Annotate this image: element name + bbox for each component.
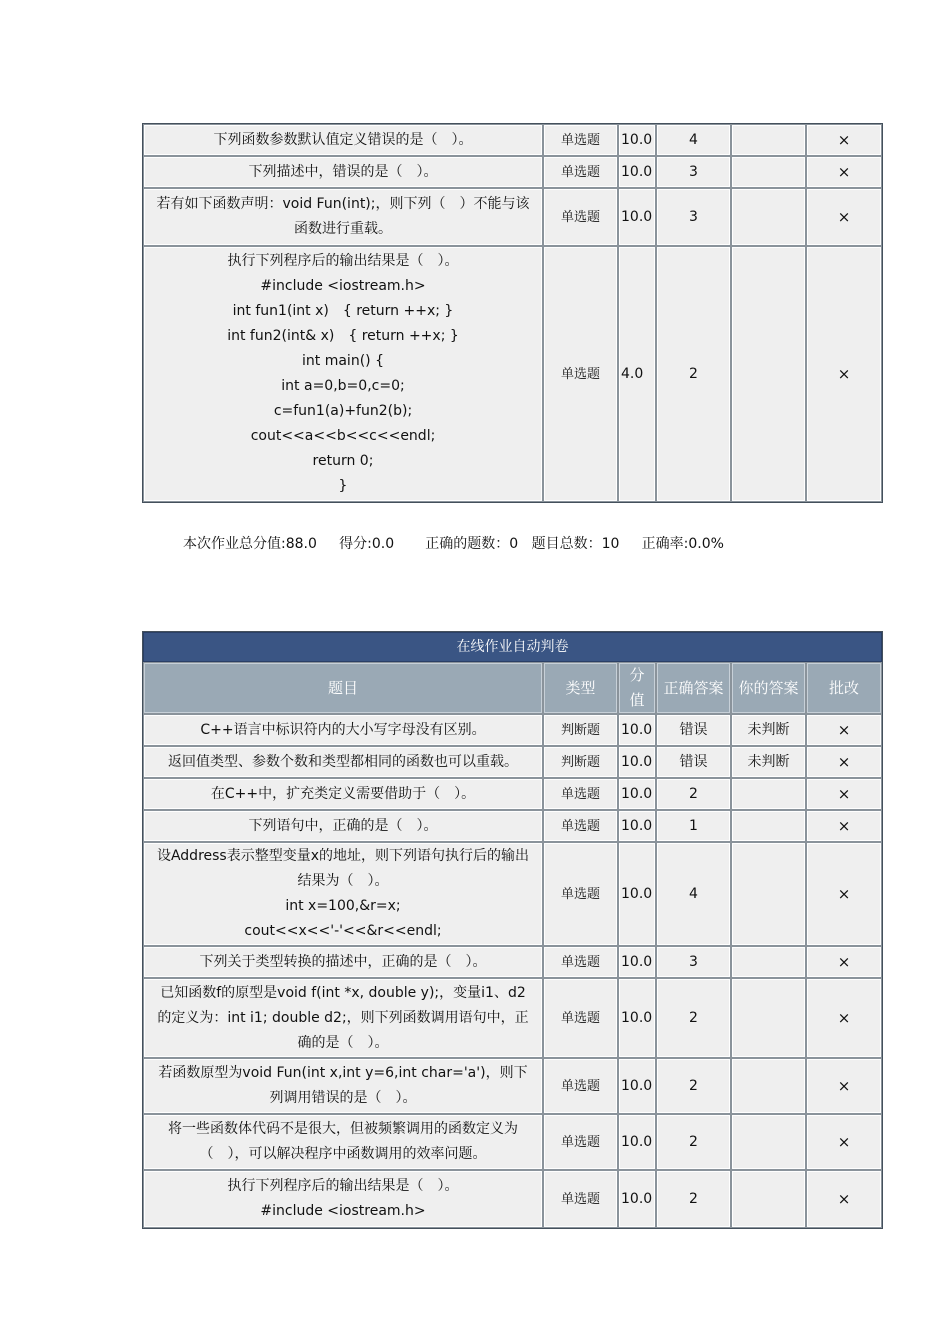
question-line: 将一些函数体代码不是很大，但被频繁调用的函数定义为 — [168, 1121, 518, 1137]
correct-answer: 3 — [656, 156, 731, 188]
correct-answer: 2 — [656, 1114, 731, 1170]
grading-mark: × — [806, 778, 882, 810]
question-score: 10.0 — [618, 156, 656, 188]
table-row — [143, 978, 882, 1058]
question-type: 单选题 — [543, 124, 618, 156]
your-answer — [731, 1058, 806, 1114]
question-text — [143, 778, 543, 810]
question-line: 结果为（ ）。 — [297, 873, 389, 889]
your-answer — [731, 1170, 806, 1228]
question-score: 4.0 — [618, 246, 656, 502]
question-line: cout<<a<<b<<c<<endl; — [250, 428, 436, 444]
header-type: 类型 — [543, 662, 618, 714]
question-type: 单选题 — [543, 946, 618, 978]
table-row — [143, 246, 882, 502]
your-answer — [731, 810, 806, 842]
question-line: int main() { — [302, 353, 384, 369]
question-score: 10.0 — [618, 978, 656, 1058]
question-line: int x=100,&r=x; — [285, 898, 401, 914]
question-line: 列调用错误的是（ ）。 — [269, 1090, 417, 1106]
question-line: 若有如下函数声明：void Fun(int);，则下列（ ）不能与该 — [156, 196, 530, 212]
questions-table-continued — [142, 123, 883, 503]
question-score: 10.0 — [618, 778, 656, 810]
question-line: 下列关于类型转换的描述中，正确的是（ ）。 — [199, 953, 487, 970]
question-line: int fun2(int& x) { return ++x; } — [227, 328, 459, 344]
your-answer — [731, 1114, 806, 1170]
your-answer — [731, 778, 806, 810]
question-text — [143, 842, 543, 946]
grading-mark: × — [806, 188, 882, 246]
question-type: 单选题 — [543, 188, 618, 246]
table-row — [143, 842, 882, 946]
question-text — [143, 124, 543, 156]
header-correct-answer: 正确答案 — [656, 662, 731, 714]
correct-answer: 3 — [656, 188, 731, 246]
question-line: 已知函数f的原型是void f(int *x, double y);，变量i1、d2 — [160, 984, 526, 1001]
correct-answer: 4 — [656, 842, 731, 946]
your-answer — [731, 842, 806, 946]
summary-total: 本次作业总分值:88.0 — [183, 536, 317, 552]
question-type: 单选题 — [543, 1058, 618, 1114]
question-line: （ ），可以解决程序中函数调用的效率问题。 — [199, 1146, 487, 1162]
question-score: 10.0 — [618, 842, 656, 946]
question-type: 单选题 — [543, 842, 618, 946]
question-text — [143, 978, 543, 1058]
question-text — [143, 246, 543, 502]
summary-accuracy: 正确率:0.0% — [641, 536, 724, 552]
question-score: 10.0 — [618, 946, 656, 978]
question-line: 的定义为：int i1; double d2;，则下列函数调用语句中，正 — [157, 1009, 529, 1026]
grading-mark: × — [806, 842, 882, 946]
correct-answer: 3 — [656, 946, 731, 978]
header-your-answer: 你的答案 — [731, 662, 806, 714]
correct-answer: 2 — [656, 1170, 731, 1228]
header-score: 分值 — [618, 662, 656, 714]
table-row — [143, 1058, 882, 1114]
question-line: return 0; — [312, 453, 374, 469]
correct-answer: 1 — [656, 810, 731, 842]
your-answer — [731, 188, 806, 246]
table-row — [143, 810, 882, 842]
table-row — [143, 746, 882, 778]
question-line: 执行下列程序后的输出结果是（ ）。 — [227, 1178, 459, 1194]
grading-mark: × — [806, 156, 882, 188]
question-line: int fun1(int x) { return ++x; } — [232, 303, 454, 319]
header-grading: 批改 — [806, 662, 882, 714]
question-text — [143, 188, 543, 246]
question-type: 单选题 — [543, 1170, 618, 1228]
question-score: 10.0 — [618, 1170, 656, 1228]
question-score: 10.0 — [618, 746, 656, 778]
correct-answer: 2 — [656, 246, 731, 502]
table-row — [143, 188, 882, 246]
question-type: 单选题 — [543, 778, 618, 810]
grading-mark: × — [806, 810, 882, 842]
question-text — [143, 810, 543, 842]
grading-mark: × — [806, 1170, 882, 1228]
summary-score: 得分:0.0 — [339, 536, 395, 552]
correct-answer: 错误 — [656, 714, 731, 746]
question-line: 设Address表示整型变量x的地址，则下列语句执行后的输出 — [156, 848, 530, 864]
auto-grading-table — [142, 631, 883, 1229]
question-score: 10.0 — [618, 188, 656, 246]
grading-mark: × — [806, 946, 882, 978]
question-score: 10.0 — [618, 124, 656, 156]
question-score: 10.0 — [618, 714, 656, 746]
table-row — [143, 156, 882, 188]
grading-mark: × — [806, 978, 882, 1058]
correct-answer: 2 — [656, 778, 731, 810]
question-line: 若函数原型为void Fun(int x,int y=6,int char='a')，则下 — [158, 1065, 528, 1081]
question-line: cout<<x<<'-'<<&r<<endl; — [244, 923, 442, 939]
question-text — [143, 156, 543, 188]
correct-answer: 2 — [656, 1058, 731, 1114]
table-row — [143, 124, 882, 156]
homework-summary — [183, 533, 724, 553]
your-answer — [731, 246, 806, 502]
question-line: 确的是（ ）。 — [297, 1034, 389, 1051]
question-line: 返回值类型、参数个数和类型都相同的函数也可以重载。 — [168, 753, 518, 770]
question-line: #include <iostream.h> — [260, 1203, 426, 1219]
question-line: 执行下列程序后的输出结果是（ ）。 — [227, 253, 459, 269]
question-text — [143, 1058, 543, 1114]
your-answer: 未判断 — [731, 714, 806, 746]
grading-mark: × — [806, 746, 882, 778]
question-type: 单选题 — [543, 246, 618, 502]
table-row — [143, 1170, 882, 1228]
question-type: 单选题 — [543, 810, 618, 842]
your-answer — [731, 946, 806, 978]
question-type: 判断题 — [543, 746, 618, 778]
table-title: 在线作业自动判卷 — [143, 632, 882, 662]
question-text — [143, 1170, 543, 1228]
grading-mark: × — [806, 1058, 882, 1114]
table-row — [143, 1114, 882, 1170]
question-score: 10.0 — [618, 1058, 656, 1114]
your-answer — [731, 124, 806, 156]
grading-mark: × — [806, 124, 882, 156]
question-score: 10.0 — [618, 810, 656, 842]
question-type: 单选题 — [543, 156, 618, 188]
question-line: C++语言中标识符内的大小写字母没有区别。 — [200, 721, 486, 738]
table-row — [143, 778, 882, 810]
question-line: 下列描述中，错误的是（ ）。 — [248, 163, 438, 180]
grading-mark: × — [806, 246, 882, 502]
question-line: 下列函数参数默认值定义错误的是（ ）。 — [213, 131, 473, 148]
question-type: 判断题 — [543, 714, 618, 746]
question-text — [143, 946, 543, 978]
header-question: 题目 — [143, 662, 543, 714]
question-line: } — [338, 478, 348, 494]
summary-question-count: 题目总数：10 — [531, 536, 620, 552]
question-text — [143, 1114, 543, 1170]
question-score: 10.0 — [618, 1114, 656, 1170]
grading-mark: × — [806, 1114, 882, 1170]
your-answer — [731, 978, 806, 1058]
summary-correct-count: 正确的题数：0 — [425, 536, 519, 552]
question-line: 在C++中，扩充类定义需要借助于（ ）。 — [210, 785, 476, 802]
question-line: 下列语句中，正确的是（ ）。 — [248, 817, 438, 834]
question-type: 单选题 — [543, 1114, 618, 1170]
question-type: 单选题 — [543, 978, 618, 1058]
your-answer — [731, 156, 806, 188]
question-text — [143, 746, 543, 778]
question-line: c=fun1(a)+fun2(b); — [273, 403, 413, 419]
table-row — [143, 714, 882, 746]
question-text — [143, 714, 543, 746]
correct-answer: 错误 — [656, 746, 731, 778]
question-line: #include <iostream.h> — [260, 278, 426, 294]
correct-answer: 4 — [656, 124, 731, 156]
question-line: 函数进行重载。 — [294, 221, 392, 237]
grading-mark: × — [806, 714, 882, 746]
table-row — [143, 946, 882, 978]
your-answer: 未判断 — [731, 746, 806, 778]
question-line: int a=0,b=0,c=0; — [281, 378, 405, 394]
correct-answer: 2 — [656, 978, 731, 1058]
